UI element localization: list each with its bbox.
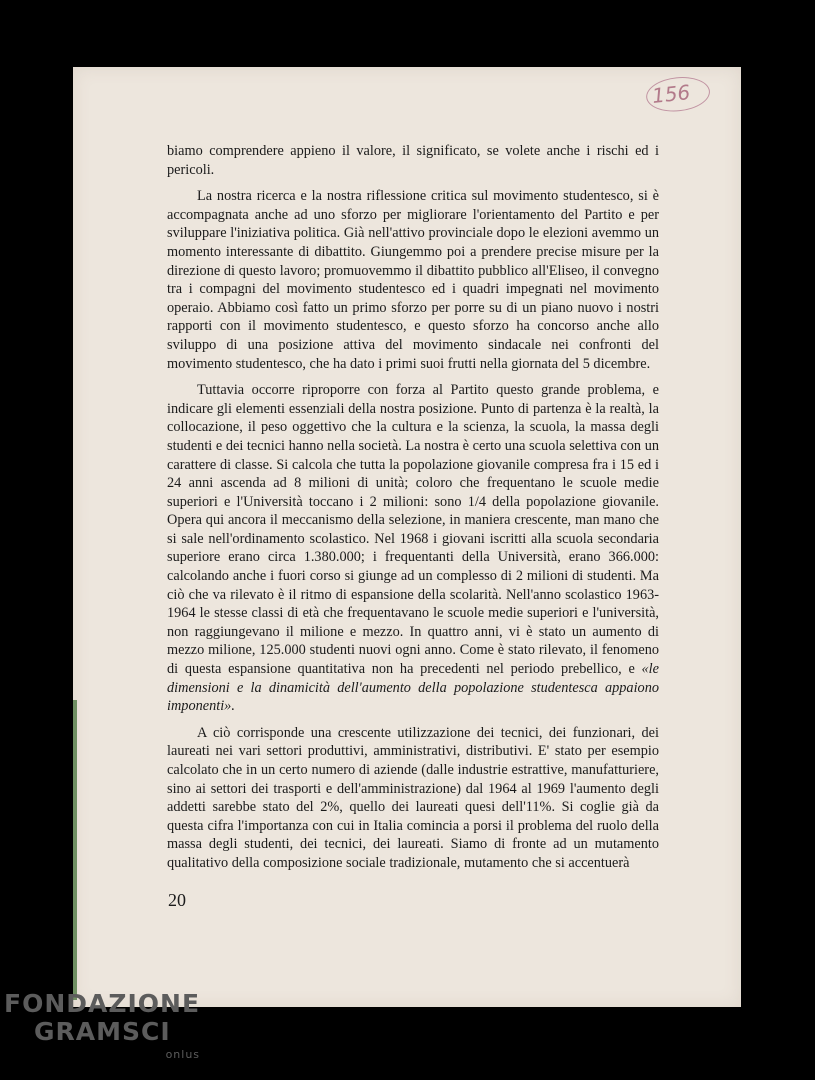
paragraph-2: La nostra ricerca e la nostra riflessione critica sul movimento studentesco, si è accompagnata anche ad uno sforzo per migliorare l'orientamento del Partito e per sviluppare l'iniziativa politica. Già nell'attivo provinciale dopo le elezioni avemmo un momento interessante di dibattito. Giungemmo poi a prendere precise misure per la direzione di questo lavoro; promuovemmo il dibattito pubblico all'Eliseo, il convegno tra i compagni del movimento studentesco ed i quadri impegnati nel movimento operaio. Abbiamo così fatto un primo sforzo per porre su di un piano nuovo i nostri rapporti con il movimento studentesco, e questo sforzo ha concorso anche allo sviluppo di una posizione attiva del movimento sindacale nei confronti del movimento studentesco, che ha dato i primi suoi frutti nella giornata del 5 dicembre. [167,188,659,372]
paragraph-3-text: Tuttavia occorre riproporre con forza al Partito questo grande problema, e indicare gli elementi essenziali della nostra posizione. Punto di partenza è la realtà, la collocazione, il peso oggettivo che la cultura e la scienza, la scuola, la massa degli studenti e dei tecnici hanno nella società. La nostra è certo una scuola selettiva con un carattere di classe. Si calcola che tutta la popolazione giovanile compresa fra i 15 ed i 24 anni ascenda ad 8 milioni di unità; coloro che frequentano le scuole medie superiori e l'Università toccano i 2 milioni: sono 1/4 della popolazione giovanile. Opera qui ancora il meccanismo della selezione, in maniera crescente, man mano che si sale nell'ordinamento scolastico. Nel 1968 i giovani iscritti alla scuola secondaria superiore erano circa 1.380.000; i frequentanti della Università, erano 366.000: calcolando anche i fuori corso si giunge ad un complesso di 2 milioni di studenti. Ma ciò che va rilevato è il ritmo di espansione della scolarità. Nell'anno scolastico 1963-1964 le stesse classi di età che frequentavano le scuole medie superiori e l'università, non raggiungevano il milione e mezzo. In quattro anni, vi è stato un aumento di mezzo milione, 125.000 studenti nuovi ogni anno. Come è stato rilevato, il fenomeno di questa espansione quantitativa non ha precedenti nel periodo prebellico, e [167,382,659,678]
paragraph-1: biamo comprendere appieno il valore, il significato, se volete anche i rischi ed i pericoli. [167,143,659,178]
archive-page-mark: 156 [650,80,692,108]
body-text [167,142,659,881]
page-number: 20 [168,890,186,910]
fondazione-gramsci-logo [4,990,200,1061]
paragraph-3 [167,381,659,716]
paragraph-4: A ciò corrisponde una crescente utilizzazione dei tecnici, dei funzionari, dei laureati nei vari settori produttivi, amministrativi, distributivi. E' stato per esempio calcolato che in un certo numero di aziende (dalle industrie estrattive, manufatturiere, sino ai settori dei trasporti e dell'amministrazione) dal 1964 al 1969 l'aumento degli addetti sarebbe stato del 2%, quello dei laureati quesi dell'11%. Si coglie già da questa cifra l'importanza con cui in Italia comincia a porsi il problema del ruolo della massa degli studenti, dei tecnici, dei laureati. Siamo di fronte ad un mutamento qualitativo della composizione sociale tradizionale, mutamento che si accentuerà [167,724,659,871]
logo-line-2: GRAMSCI [34,1017,171,1046]
logo-line-1: FONDAZIONE [4,989,201,1018]
logo-line-3: onlus [165,1048,201,1061]
paragraph-3-quote: «le dimensioni e la dinamicità dell'aumento della popolazione studentesca appaiono imponenti». [167,661,659,715]
page-edge [73,700,77,1000]
